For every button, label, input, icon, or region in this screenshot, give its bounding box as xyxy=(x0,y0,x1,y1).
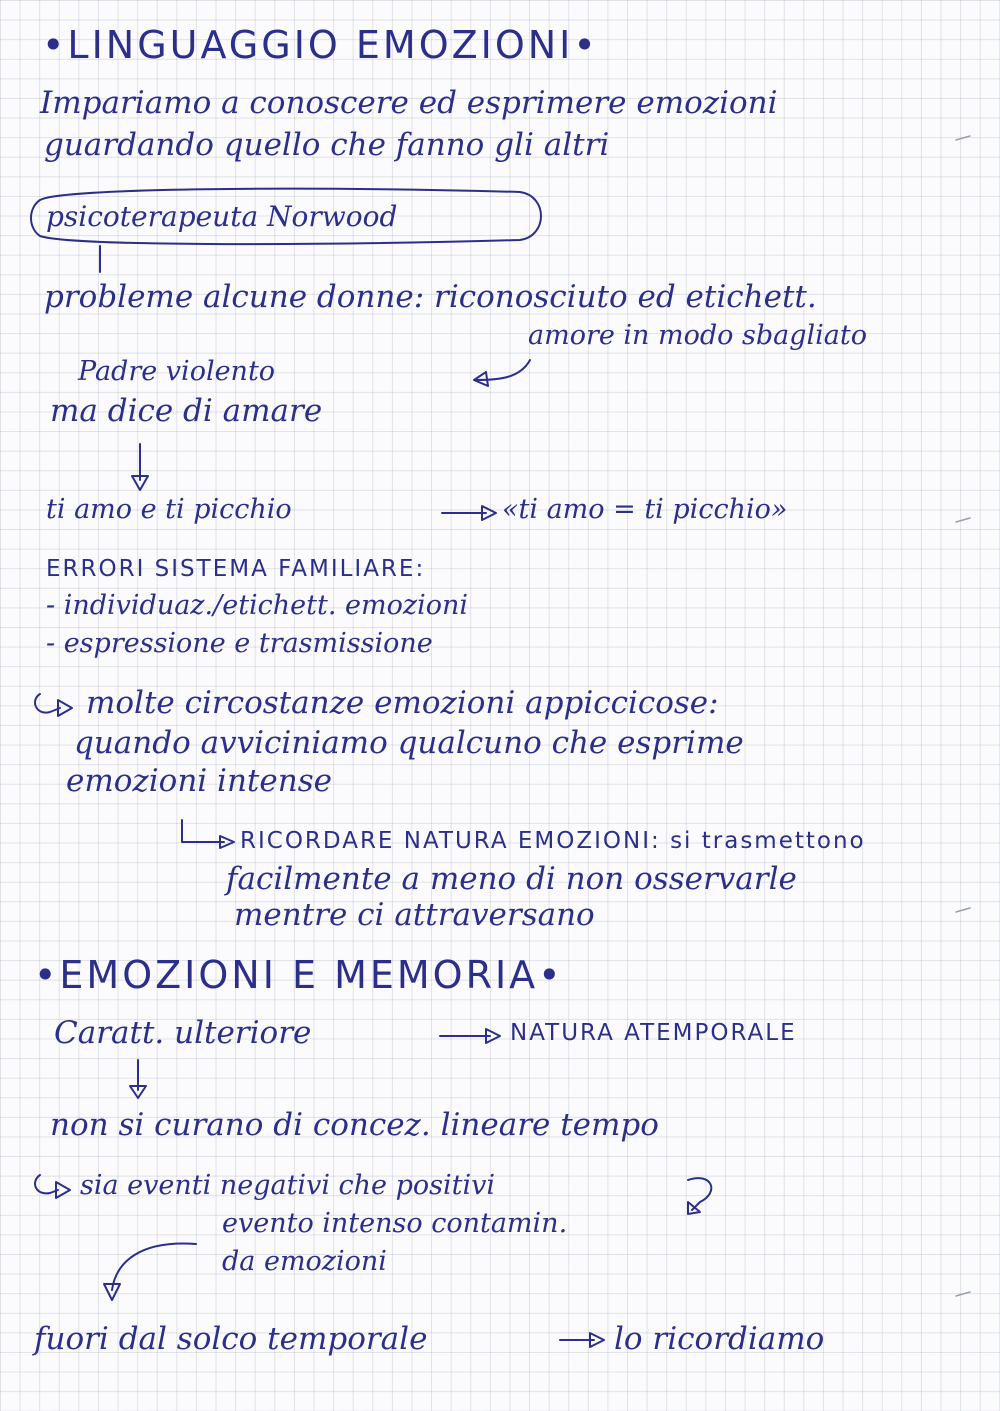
text-line: da emozioni xyxy=(222,1246,387,1277)
margin-tick xyxy=(956,908,970,912)
l-arrow-1 xyxy=(182,820,224,842)
list-item: - individuaz./etichett. emozioni xyxy=(46,590,469,621)
errors-heading: ERRORI SISTEMA FAMILIARE: xyxy=(46,556,426,582)
text-line: mentre ci attraversano xyxy=(234,897,595,933)
text-line: quando avviciniamo qualcuno che esprime xyxy=(74,725,744,761)
list-item: - espressione e trasmissione xyxy=(46,628,433,659)
text-line: evento intenso contamin. xyxy=(222,1208,568,1239)
text-line: ti amo e ti picchio xyxy=(46,494,292,525)
text-line: Padre violento xyxy=(78,356,276,387)
text-line: NATURA ATEMPORALE xyxy=(510,1020,797,1046)
text-line: amore in modo sbagliato xyxy=(528,320,868,351)
margin-tick xyxy=(956,1292,970,1296)
text-line: Caratt. ulteriore xyxy=(54,1015,312,1051)
text-line: emozioni intense xyxy=(66,763,332,799)
section-title-linguaggio: •LINGUAGGIO EMOZIONI• xyxy=(42,23,599,67)
text-line: fuori dal solco temporale xyxy=(34,1321,428,1357)
text-line: probleme alcune donne: riconosciuto ed etichett. xyxy=(44,279,817,315)
curve-arrow xyxy=(112,1244,196,1290)
text-line: guardando quello che fanno gli altri xyxy=(44,127,610,163)
turn-arrow-2 xyxy=(35,1175,58,1193)
boxed-term: psicoterapeuta Norwood xyxy=(46,200,398,233)
margin-tick xyxy=(956,518,970,522)
text-line: Impariamo a conoscere ed esprimere emozioni xyxy=(40,85,778,121)
text-line: ma dice di amare xyxy=(50,393,323,429)
text-line: sia eventi negativi che positivi xyxy=(80,1170,496,1201)
text-line: «ti amo = ti picchio» xyxy=(502,494,788,525)
text-line: non si curano di concez. lineare tempo xyxy=(50,1107,659,1143)
turn-arrow-1 xyxy=(35,694,60,713)
text-line: RICORDARE NATURA EMOZIONI: si trasmettono xyxy=(240,828,866,854)
margin-tick xyxy=(956,136,970,140)
section-title-memoria: •EMOZIONI E MEMORIA• xyxy=(34,953,564,997)
hook-arrow xyxy=(476,360,530,380)
text-line: lo ricordiamo xyxy=(614,1321,825,1357)
text-line: facilmente a meno di non osservarle xyxy=(226,861,797,897)
text-line: molte circostanze emozioni appiccicose: xyxy=(86,685,719,721)
